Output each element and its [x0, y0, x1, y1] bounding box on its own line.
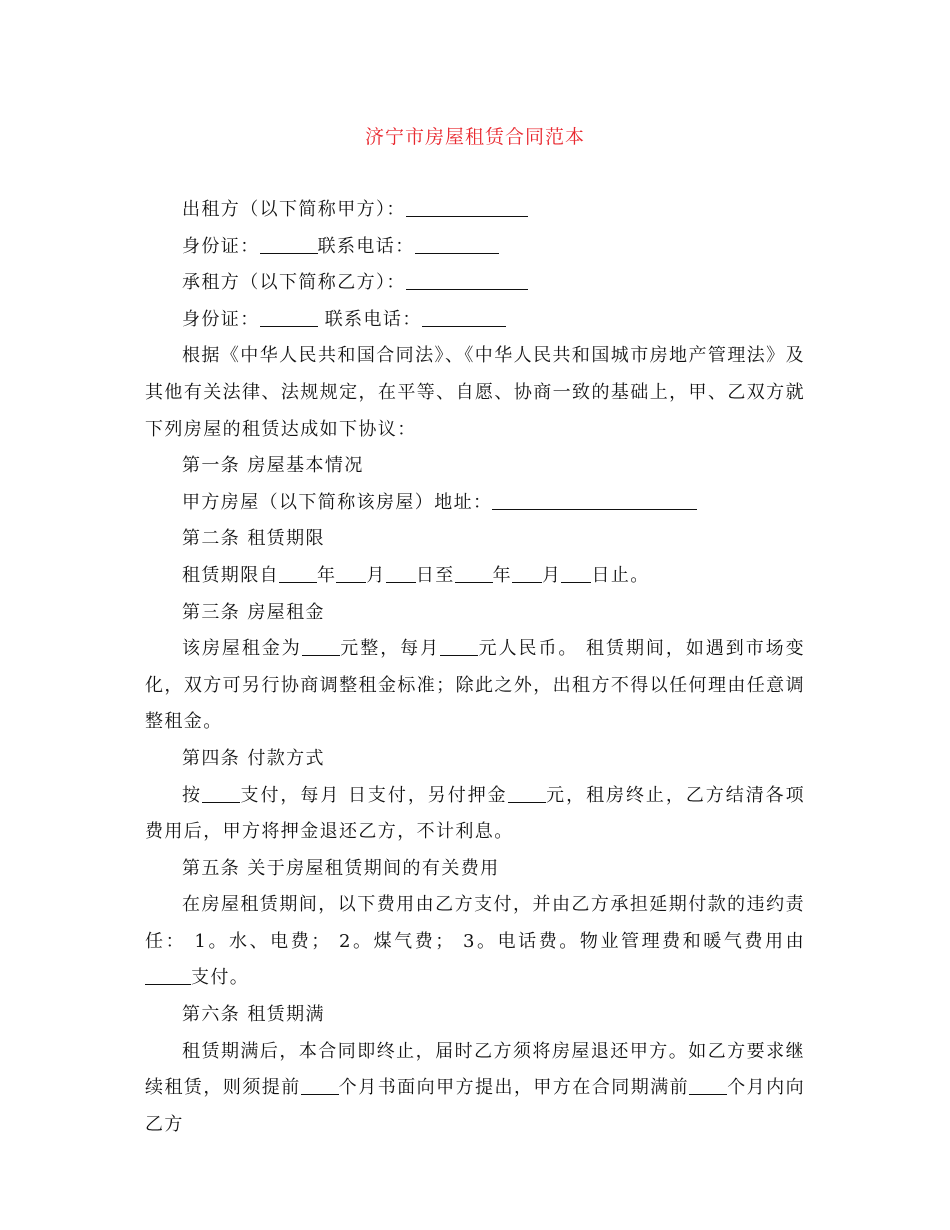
phone-label: 联系电话： — [317, 235, 415, 257]
article-heading: 第二条 租赁期限 — [182, 528, 325, 550]
date-blank — [512, 564, 542, 583]
payment-text: 元，租房终止，乙方结清各项费用后，甲方将押金退还乙方，不计利息。 — [145, 784, 806, 843]
months-blank — [301, 1076, 339, 1095]
rent-text: 元整，每月 — [339, 638, 441, 660]
lessee-id-line — [145, 302, 805, 339]
rent-blank — [302, 637, 340, 656]
rent-text: 元人民币。 租赁期间，如遇到市场变化，双方可另行协商调整租金标准；除此之外，出租方不得以任何理由任意调整租金。 — [145, 638, 805, 733]
article-heading: 第四条 付款方式 — [182, 747, 325, 769]
date-blank — [561, 564, 591, 583]
lessee-line — [145, 265, 805, 302]
lessor-line — [145, 192, 805, 229]
lessor-id-line — [145, 229, 805, 266]
phone-blank — [415, 235, 499, 254]
term-text: 年 — [317, 564, 337, 586]
term-text: 日止。 — [591, 564, 650, 586]
address-blank — [492, 491, 697, 510]
term-line — [145, 558, 805, 595]
address-label: 甲方房屋（以下简称该房屋）地址： — [182, 491, 493, 513]
date-blank — [386, 564, 416, 583]
expiry-text: 个月书面向甲方提出，甲方在合同期满前 — [338, 1077, 690, 1099]
article-heading: 第五条 关于房屋租赁期间的有关费用 — [182, 857, 500, 879]
payment-blank — [202, 784, 240, 803]
deposit-blank — [508, 784, 546, 803]
months-blank — [689, 1076, 727, 1095]
article-heading: 第六条 租赁期满 — [182, 1004, 325, 1026]
article-heading: 第三条 房屋租金 — [182, 601, 325, 623]
lessor-blank — [406, 198, 528, 217]
fees-paragraph — [145, 887, 805, 997]
term-text: 月 — [366, 564, 386, 586]
term-text: 月 — [542, 564, 562, 586]
fees-blank — [145, 966, 191, 985]
lessee-label: 承租方（以下简称乙方）： — [182, 272, 406, 294]
lessor-label: 出租方（以下简称甲方）： — [182, 199, 406, 220]
article-heading: 第一条 房屋基本情况 — [182, 455, 364, 477]
expiry-paragraph — [145, 1034, 805, 1144]
term-text: 租赁期限自 — [182, 564, 279, 586]
date-blank — [336, 564, 366, 583]
document-title: 济宁市房屋租赁合同范本 — [364, 126, 585, 148]
preamble-paragraph: 根据《中华人民共和国合同法》、《中华人民共和国城市房地产管理法》及其他有关法律、法规规定，在平等、自愿、协商一致的基础上，甲、乙双方就下列房屋的租赁达成如下协议： — [145, 345, 805, 440]
date-blank — [279, 564, 317, 583]
address-line — [145, 485, 805, 522]
id-label: 身份证： — [182, 235, 260, 257]
expiry-text: 个月内向乙方 — [145, 1077, 805, 1135]
id-blank — [260, 235, 318, 254]
fees-text: 支付。 — [191, 967, 250, 989]
payment-text: 按 — [182, 784, 202, 806]
rent-paragraph — [145, 631, 805, 741]
fees-text: 在房屋租赁期间，以下费用由乙方支付，并由乙方承担延期付款的违约责任： 1。水、电费； 2。煤气费； 3。电话费。物业管理费和暖气费用由 — [145, 894, 805, 952]
lessee-blank — [406, 271, 528, 290]
payment-paragraph — [145, 778, 805, 851]
id-label: 身份证： — [182, 308, 260, 330]
term-text: 日至 — [415, 564, 455, 586]
contract-body — [145, 192, 805, 1143]
date-blank — [455, 564, 493, 583]
expiry-text: 租赁期满后，本合同即终止，届时乙方须将房屋退还甲方。如乙方要求继续租赁，则须提前 — [145, 1040, 805, 1099]
term-text: 年 — [492, 564, 513, 586]
payment-text: 支付，每月 日支付，另付押金 — [239, 784, 508, 806]
phone-blank — [422, 308, 506, 327]
phone-label: 联系电话： — [324, 308, 422, 330]
rent-text: 该房屋租金为 — [182, 638, 302, 660]
id-blank — [260, 308, 318, 327]
rent-blank — [440, 637, 478, 656]
